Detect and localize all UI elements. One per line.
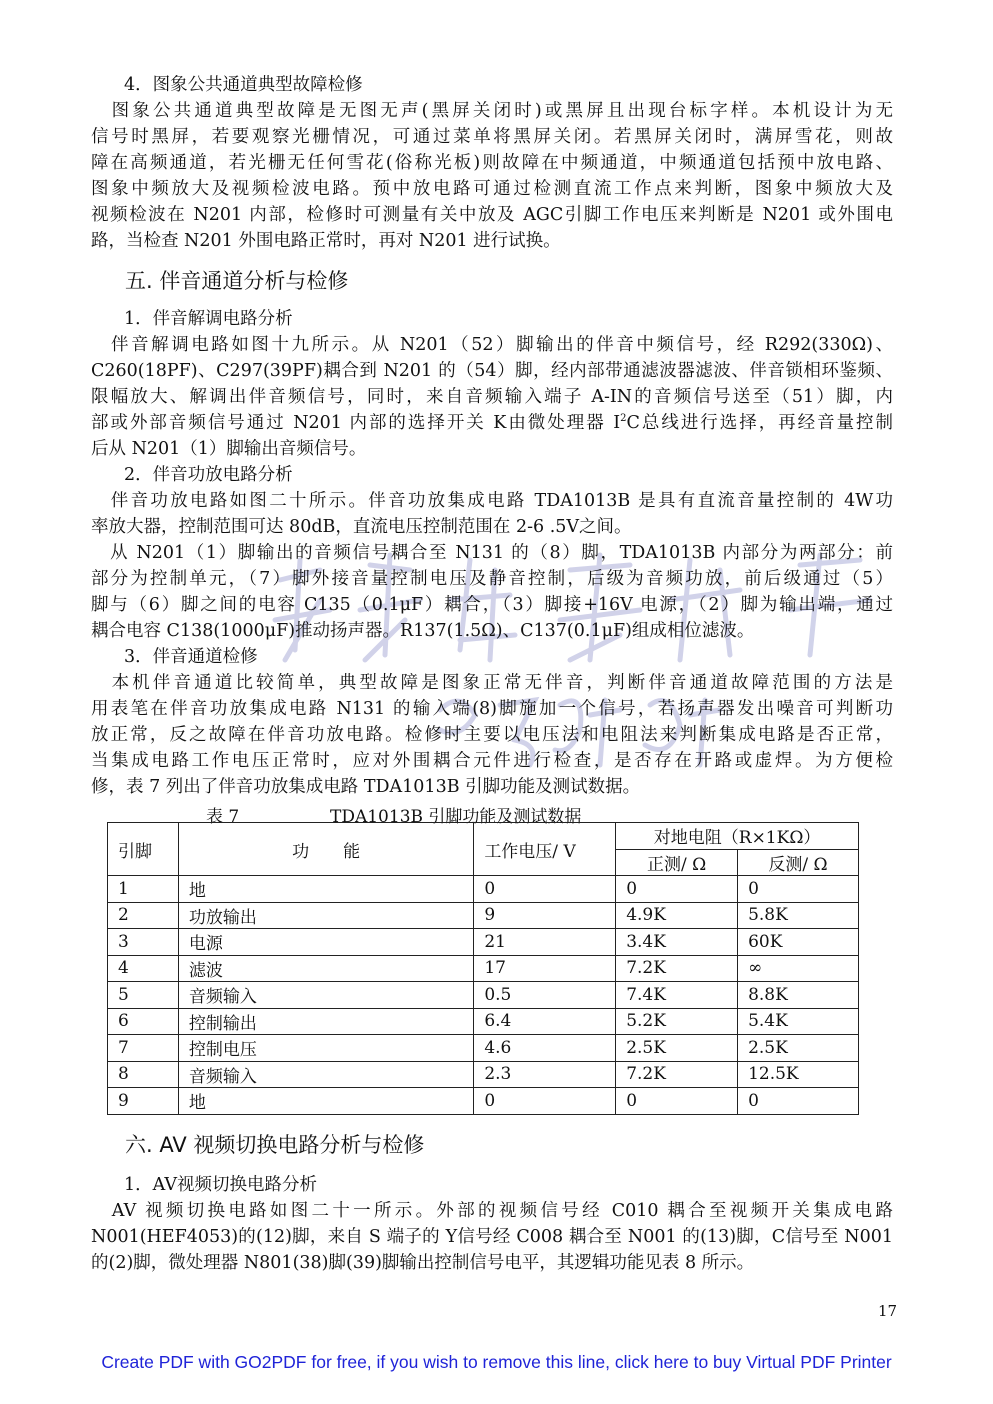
- paragraph-line: AV 视频切换电路如图二十一所示。外部的视频信号经 C010 耦合至视频开关集成电路: [91, 1201, 893, 1221]
- paragraph-line: 路，当检查 N201 外围电路正常时，再对 N201 进行试换。: [91, 231, 561, 251]
- paragraph-line: 伴音功放电路如图二十所示。伴音功放集成电路 TDA1013B 是具有直流音量控制的 4W功: [91, 491, 893, 511]
- subsection-heading: 2．伴音功放电路分析: [124, 465, 293, 485]
- cell: 12.5K: [738, 1061, 859, 1088]
- paragraph-line: 耦合电容 C138(1000μF)推动扬声器。R137(1.5Ω)、C137(0.1μF)组成相位滤波。: [91, 621, 755, 641]
- cell: 地: [178, 1088, 473, 1115]
- cell: 5.4K: [738, 1008, 859, 1035]
- subsection-heading: 1．伴音解调电路分析: [124, 309, 293, 329]
- cell: 60K: [738, 929, 859, 956]
- header-reverse: 反测/ Ω: [738, 849, 859, 876]
- paragraph-line: [91, 410, 893, 436]
- paragraph-line: 用表笔在伴音功放集成电路 N131 的输入端(8)脚施加一个信号，若扬声器发出噪音可判断功: [91, 699, 893, 719]
- table-row: [108, 955, 859, 982]
- pin-data-table: [107, 822, 859, 1115]
- cell: 9: [474, 902, 616, 929]
- paragraph-line: 本机伴音通道比较简单，典型故障是图象正常无伴音，判断伴音通道故障范围的方法是: [91, 673, 893, 693]
- table-row: [108, 876, 859, 903]
- cell: 4: [108, 955, 179, 982]
- cell: 1: [108, 876, 179, 903]
- paragraph-line: 当集成电路工作电压正常时，应对外围耦合元件进行检查，是否存在开路或虚焊。为方便检: [91, 751, 893, 771]
- paragraph-line: 伴音解调电路如图十九所示。从 N201（52）脚输出的伴音中频信号，经 R292(330Ω)、: [91, 335, 893, 355]
- cell: 6: [108, 1008, 179, 1035]
- header-resistance: 对地电阻（R×1KΩ）: [616, 823, 859, 850]
- line-text: 部或外部音频信号通过 N201 内部的选择开关 K由微处理器 I: [91, 413, 621, 433]
- cell: 7.2K: [616, 1061, 738, 1088]
- cell: 功放输出: [178, 902, 473, 929]
- paragraph-line: 后从 N201（1）脚输出音频信号。: [91, 439, 367, 459]
- table-caption-number: 表 7: [206, 807, 240, 827]
- cell: 0: [474, 876, 616, 903]
- cell: 0: [616, 1088, 738, 1115]
- cell: 控制电压: [178, 1035, 473, 1062]
- cell: 控制输出: [178, 1008, 473, 1035]
- cell: 音频输入: [178, 982, 473, 1009]
- cell: 7: [108, 1035, 179, 1062]
- cell: 音频输入: [178, 1061, 473, 1088]
- chapter5-title: 五. 伴音通道分析与检修: [125, 269, 349, 293]
- cell: 6.4: [474, 1008, 616, 1035]
- cell: 17: [474, 955, 616, 982]
- table-row: [108, 1061, 859, 1088]
- paragraph-line: 图象中频放大及视频检波电路。预中放电路可通过检测直流工作点来判断，图象中频放大及: [91, 179, 893, 199]
- table-row: [108, 1008, 859, 1035]
- cell: ∞: [738, 955, 859, 982]
- cell: 2.5K: [616, 1035, 738, 1062]
- paragraph-line: 障在高频通道，若光栅无任何雪花(俗称光板)则故障在中频通道，中频通道包括预中放电路、: [91, 153, 893, 173]
- table-row: [108, 1088, 859, 1115]
- cell: 8.8K: [738, 982, 859, 1009]
- cell: 2: [108, 902, 179, 929]
- pdf-promo-link[interactable]: Create PDF with GO2PDF for free, if you wish to remove this line, click here to buy Virtual PDF Printer: [101, 1352, 892, 1372]
- line-text: C总线进行选择，再经音量控制: [626, 413, 894, 433]
- paragraph-line: 的(2)脚，微处理器 N801(38)脚(39)脚输出控制信号电平，其逻辑功能见表 8 所示。: [91, 1253, 755, 1273]
- cell: 5.2K: [616, 1008, 738, 1035]
- superscript: 2: [620, 413, 627, 425]
- paragraph-line: C260(18PF)、C297(39PF)耦合到 N201 的（54）脚，经内部带通滤波器滤波、伴音锁相环鉴频、: [91, 361, 893, 381]
- page-number: 17: [878, 1302, 898, 1320]
- paragraph-line: 修，表 7 列出了伴音功放集成电路 TDA1013B 引脚功能及测试数据。: [91, 777, 641, 797]
- table-row: [108, 982, 859, 1009]
- cell: 5: [108, 982, 179, 1009]
- cell: 9: [108, 1088, 179, 1115]
- cell: 7.2K: [616, 955, 738, 982]
- cell: 4.6: [474, 1035, 616, 1062]
- cell: 0: [738, 1088, 859, 1115]
- cell: 21: [474, 929, 616, 956]
- header-forward: 正测/ Ω: [616, 849, 738, 876]
- cell: 8: [108, 1061, 179, 1088]
- cell: 0: [474, 1088, 616, 1115]
- header-function: 功 能: [178, 823, 473, 876]
- cell: 4.9K: [616, 902, 738, 929]
- chapter6-title: 六. AV 视频切换电路分析与检修: [125, 1133, 425, 1157]
- cell: 5.8K: [738, 902, 859, 929]
- cell: 2.3: [474, 1061, 616, 1088]
- section4-heading: 4．图象公共通道典型故障检修: [124, 75, 363, 95]
- cell: 0.5: [474, 982, 616, 1009]
- paragraph-line: 率放大器，控制范围可达 80dB，直流电压控制范围在 2-6 .5V之间。: [91, 517, 632, 537]
- table-row: [108, 929, 859, 956]
- header-pin: 引脚: [108, 823, 179, 876]
- cell: 电源: [178, 929, 473, 956]
- paragraph-line: 脚与（6）脚之间的电容 C135（0.1μF）耦合，（3）脚接+16V 电源，（2）脚为输出端，通过: [91, 595, 893, 615]
- cell: 0: [738, 876, 859, 903]
- cell: 3: [108, 929, 179, 956]
- paragraph-line: 信号时黑屏，若要观察光栅情况，可通过菜单将黑屏关闭。若黑屏关闭时，满屏雪花，则故: [91, 127, 893, 147]
- header-voltage: 工作电压/ V: [474, 823, 616, 876]
- cell: 0: [616, 876, 738, 903]
- cell: 7.4K: [616, 982, 738, 1009]
- cell: 地: [178, 876, 473, 903]
- paragraph-line: 部分为控制单元，（7）脚外接音量控制电压及静音控制，后级为音频功放，前后级通过（5）: [91, 569, 893, 589]
- cell: 3.4K: [616, 929, 738, 956]
- table-caption-title: TDA1013B 引脚功能及测试数据: [330, 807, 582, 827]
- table-row: [108, 1035, 859, 1062]
- cell: 2.5K: [738, 1035, 859, 1062]
- paragraph-line: 视频检波在 N201 内部，检修时可测量有关中放及 AGC引脚工作电压来判断是 N201 或外围电: [91, 205, 893, 225]
- table-row: [108, 902, 859, 929]
- subsection-heading: 1．AV视频切换电路分析: [124, 1175, 318, 1195]
- subsection-heading: 3．伴音通道检修: [124, 647, 258, 667]
- paragraph-line: N001(HEF4053)的(12)脚，来自 S 端子的 Y信号经 C008 耦合至 N001 的(13)脚，C信号至 N001: [91, 1227, 893, 1247]
- paragraph-line: 图象公共通道典型故障是无图无声(黑屏关闭时)或黑屏且出现台标字样。本机设计为无: [91, 101, 893, 121]
- paragraph-line: 从 N201（1）脚输出的音频信号耦合至 N131 的（8）脚，TDA1013B 内部分为两部分：前: [91, 543, 893, 563]
- paragraph-line: 放正常，反之故障在伴音功放电路。检修时主要以电压法和电阻法来判断集成电路是否正常，: [91, 725, 893, 745]
- cell: 滤波: [178, 955, 473, 982]
- paragraph-line: 限幅放大、解调出伴音频信号，同时，来自音频输入端子 A-IN的音频信号送至（51）脚，内: [91, 387, 893, 407]
